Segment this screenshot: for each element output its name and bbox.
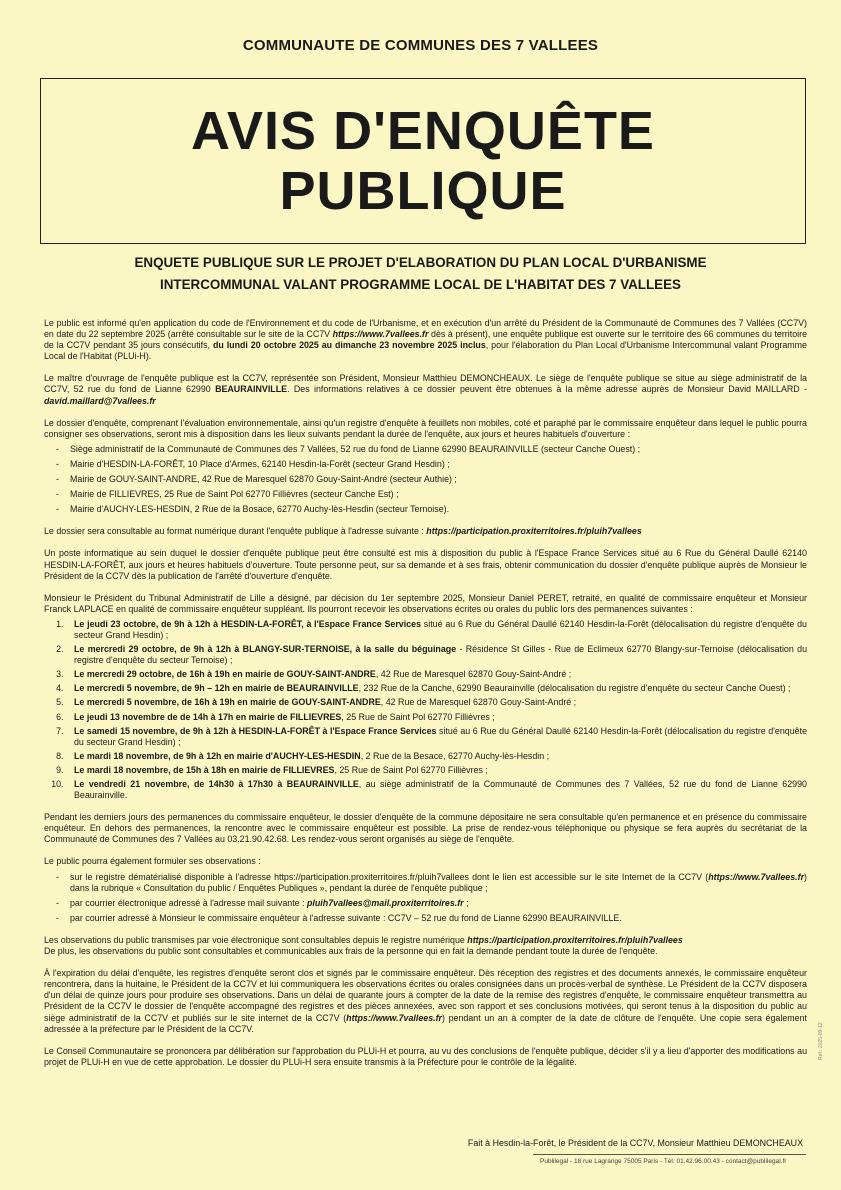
subtitle-line-2: INTERCOMMUNAL VALANT PROGRAMME LOCAL DE L'HABITAT DES 7 VALLEES <box>160 277 681 292</box>
list-item: - Mairie d'HESDIN-LA-FORÊT, 10 Place d'Armes, 62140 Hesdin-la-Forêt (secteur Grand Hesdin) ; <box>56 459 807 470</box>
list-item: - Mairie d'AUCHY-LES-HESDIN, 2 Rue de la Bosace, 62770 Auchy-lès-Hesdin (secteur Ternoise). <box>56 504 807 515</box>
subtitle-line-1: ENQUETE PUBLIQUE SUR LE PROJET D'ELABORATION DU PLAN LOCAL D'URBANISME <box>134 255 707 270</box>
organization-name: COMMUNAUTE DE COMMUNES DES 7 VALLEES <box>242 37 599 54</box>
numerique-paragraph: Le dossier sera consultable au format numérique durant l'enquête publique à l'adresse suivante : https://participation.proxiterritoires.fr/pluih7vallees <box>44 526 642 537</box>
notice-subtitle <box>0 252 841 296</box>
maitre-ouvrage-paragraph: Le maître d'ouvrage de l'enquête publique est la CC7V, représentée son Président, Monsieur Matthieu DEMONCHEAUX. Le siège de l'enquête publique se situe au siège administratif de la CC7V, 52 rue du fond de Lianne 62990 BEAURAINVILLE. Des informations relatives à ce dossier peuvent être obtenues à la même adresse auprès de Monsieur David MAILLARD - david.maillard@7vallees.fr <box>44 373 807 406</box>
list-item: 8. Le mardi 18 novembre, de 9h à 12h en mairie d'AUCHY-LES-HESDIN, 2 Rue de la Besace, 62770 Auchy-lès-Hesdin ; <box>66 751 807 762</box>
notice-title <box>41 101 805 221</box>
commissaire-paragraph: Monsieur le Président du Tribunal Administratif de Lille a désigné, par décision du 1er septembre 2025, Monsieur Daniel PERET, retraité, en qualité de commissaire enquêteur et Monsieur Franck LAPLACE en qualité de commissaire enquêteur suppléant. Ils pourront recevoir les observations écrites ou orales du public lors des permanences suivantes : <box>44 592 807 614</box>
list-item: 1. Le jeudi 23 octobre, de 9h à 12h à HESDIN-LA-FORÊT, à l'Espace France Services situé au 6 Rue du Général Daullé 62140 Hesdin-la-Forêt (délocalisation du registre d'enquête du secteur Grand Hesdin) ; <box>66 619 807 641</box>
expiration-paragraph: À l'expiration du délai d'enquête, les registres d'enquête seront clos et signés par le commissaire enquêteur. Dès réception des registres et des documents annexés, le commissaire enquêteur rencontrera, dans la huitaine, le Président de la CC7V et lui communiquera les observations écrites ou orales consignées dans un procès-verbal de synthèse. Le Président de la CC7V disposera d'un délai de quinze jours pour produire ses observations. Dans un délai de quarante jours à compter de la date de la remise des registres d'enquête, le commissaire enquêteur transmettra au Président de la CC7V le dossier de l'enquête accompagné des registres et des pièces annexées, avec son rapport et ses conclusions motivées, qui seront tenus à la disposition du public au siège administratif de la CC7V et publiés sur le site internet de la CC7V (https://www.7vallees.fr) pendant un an à compter de la date de clôture de l'enquête. Une copie sera également adressée à la préfecture par le Président de la CC7V. <box>44 968 807 1034</box>
contact-email-link[interactable]: david.maillard@7vallees.fr <box>44 395 156 406</box>
list-item: 10. Le vendredi 21 novembre, de 14h30 à 17h30 à BEAURAINVILLE, au siège administratif de la Communauté de Communes des 7 Vallées, 52 rue du fond de Lianne 62990 Beaurainville. <box>66 779 807 801</box>
observations-email-link[interactable]: pluih7vallees@mail.proxiterritoires.fr <box>307 897 464 908</box>
intro-paragraph: Le public est informé qu'en application du code de l'Environnement et du code de l'Urbanisme, et en exécution d'un arrêté du Président de la Communauté de Communes des 7 Vallées (CC7V) en date du 22 septembre 2025 (arrêté consultable sur le site de la CC7V https://www.7vallees.fr dès à présent), une enquête publique est ouverte sur le territoire des 66 communes du territoire de la CC7V pendant 35 jours consécutifs, du lundi 20 octobre 2025 au dimanche 23 novembre 2025 inclus, pour l'élaboration du Plan Local d'Urbanisme Intercommunal valant Programme Local de l'Habitat (PLUi-H). <box>44 318 808 362</box>
list-item: 7. Le samedi 15 novembre, de 9h à 12h à HESDIN-LA-FORÊT à l'Espace France Services situé au 6 Rue du Général Daullé 62140 Hesdin-la-Forêt (délocalisation du registre d'enquête du secteur Grand Hesdin) ; <box>66 726 807 748</box>
observations-list <box>44 872 807 924</box>
participation-link[interactable]: https://participation.proxiterritoires.fr/pluih7vallees <box>426 526 642 537</box>
list-item: - par courrier électronique adressé à l'adresse mail suivante : pluih7vallees@mail.proxiterritoires.fr ; <box>56 898 807 909</box>
consultation-places-list <box>44 444 807 515</box>
poste-paragraph: Un poste informatique au sein duquel le dossier d'enquête publique peut être consulté est mis à disposition du public à l'Espace France Services situé au 6 Rue du Général Daullé 62140 HESDIN-LA-FORÊT, aux jours et heures habituels d'ouverture. Toute personne peut, sur sa demande et à ses frais, obtenir communication du dossier d'enquête publique auprès de Monsieur le Président de la CC7V dès la publication de l'arrêté d'ouverture d'enquête. <box>44 548 807 581</box>
side-reference-mark: Réf.: 2025-09-12 <box>818 1022 824 1060</box>
notice-body <box>44 318 807 1079</box>
list-item: - sur le registre dématérialisé disponible à l'adresse https://participation.proxiterritoires.fr/pluih7vallees dont le lien est accessible sur le site Internet de la CC7V (https://www.7vallees.fr) dans la rubrique « Consultation du public / Enquêtes Publiques », pendant la durée de l'enquête publique ; <box>56 872 807 894</box>
observations-intro: Le public pourra également formuler ses observations : <box>44 856 261 867</box>
list-item: - Mairie de GOUY-SAINT-ANDRE, 42 Rue de Maresquel 62870 Gouy-Saint-André (secteur Authie) ; <box>56 474 807 485</box>
list-item: 5. Le mercredi 5 novembre, de 16h à 19h en mairie de GOUY-SAINT-ANDRE, 42 Rue de Maresquel 62870 Gouy-Saint-André ; <box>66 697 807 708</box>
transmises-paragraph: Les observations du public transmises par voie électronique sont consultables depuis le registre numérique https://participation.proxiterritoires.fr/pluih7vallees De plus, les observations du public sont consultables et communicables aux frais de la personne qui en fait la demande pendant toute la durée de l'enquête. <box>44 934 683 957</box>
permanences-list <box>44 619 807 801</box>
list-item: - Siège administratif de la Communauté de Communes des 7 Vallées, 52 rue du fond de Lianne 62990 BEAURAINVILLE (secteur Canche Ouest) ; <box>56 444 807 455</box>
footer-divider <box>533 1154 806 1155</box>
list-item: 6. Le jeudi 13 novembre de de 14h à 17h en mairie de FILLIEVRES, 25 Rue de Saint Pol 62770 Fillièvres ; <box>66 712 807 723</box>
list-item: - Mairie de FILLIEVRES, 25 Rue de Saint Pol 62770 Fillièvres (secteur Canche Est) ; <box>56 489 807 500</box>
list-item: - par courrier adressé à Monsieur le commissaire enquêteur à l'adresse suivante : CC7V – 52 rue du fond de Lianne 62990 BEAURAINVILLE. <box>56 913 807 924</box>
signature: Fait à Hesdin-la-Forêt, le Président de la CC7V, Monsieur Matthieu DEMONCHEAUX <box>467 1138 803 1148</box>
dossier-paragraph: Le dossier d'enquête, comprenant l'évaluation environnementale, ainsi qu'un registre d'enquête à feuillets non mobiles, coté et paraphé par le commissaire enquêteur dans lequel le public pourra consigner ses observations, seront mis à disposition dans les lieux suivants pendant la durée de l'enquête, aux jours et heures habituels d'ouverture : <box>44 417 807 439</box>
title-line-2: PUBLIQUE <box>279 161 567 221</box>
list-item: 9. Le mardi 18 novembre, de 15h à 18h en mairie de FILLIEVRES, 25 Rue de Saint Pol 62770 Fillièvres ; <box>66 765 807 776</box>
registre-link[interactable]: https://participation.proxiterritoires.fr/pluih7vallees <box>467 934 683 945</box>
list-item: 2. Le mercredi 29 octobre, de 9h à 12h à BLANGY-SUR-TERNOISE, à la salle du béguinage - Résidence St Gilles - Rue de Eclimeux 62770 Blangy-sur-Ternoise (délocalisation du registre d'enquête du secteur Ternoise) ; <box>66 644 807 666</box>
publisher-footer: Publilegal - 18 rue Lagrange 75005 Paris - Tél. 01.42.96.00.43 - contact@publilegal.fr <box>540 1158 787 1165</box>
derniers-jours-paragraph: Pendant les derniers jours des permanences du commissaire enquêteur, le dossier d'enquête de la commune dépositaire ne sera consultable qu'en permanence et en présence du commissaire enquêteur. En dehors des permanences, la rencontre avec le commissaire enquêteur est possible. La prise de rendez-vous téléphonique ou physique se fera auprès du secrétariat de la Communauté de Communes des 7 Vallées au 03.21.90.42.68. Les rendez-vous seront organisés au siège de l'enquête. <box>44 812 807 845</box>
list-item: 4. Le mercredi 5 novembre, de 9h – 12h en mairie de BEAURAINVILLE, 232 Rue de la Canche, 62990 Beaurainville (délocalisation du registre d'enquête du secteur Canche Ouest) ; <box>66 683 807 694</box>
title-line-1: AVIS D'ENQUÊTE <box>191 101 655 161</box>
title-box <box>40 78 806 244</box>
conseil-paragraph: Le Conseil Communautaire se prononcera par délibération sur l'approbation du PLUi-H et pourra, au vu des conclusions de l'enquête publique, décider s'il y a lieu d'apporter des modifications au projet de PLUi-H en vue de cette approbation. Le dossier du PLUi-H sera ensuite transmis à la Préfecture pour le contrôle de la légalité. <box>44 1045 807 1067</box>
list-item: 3. Le mercredi 29 octobre, de 16h à 19h en mairie de GOUY-SAINT-ANDRE, 42 Rue de Maresquel 62870 Gouy-Saint-André ; <box>66 669 807 680</box>
